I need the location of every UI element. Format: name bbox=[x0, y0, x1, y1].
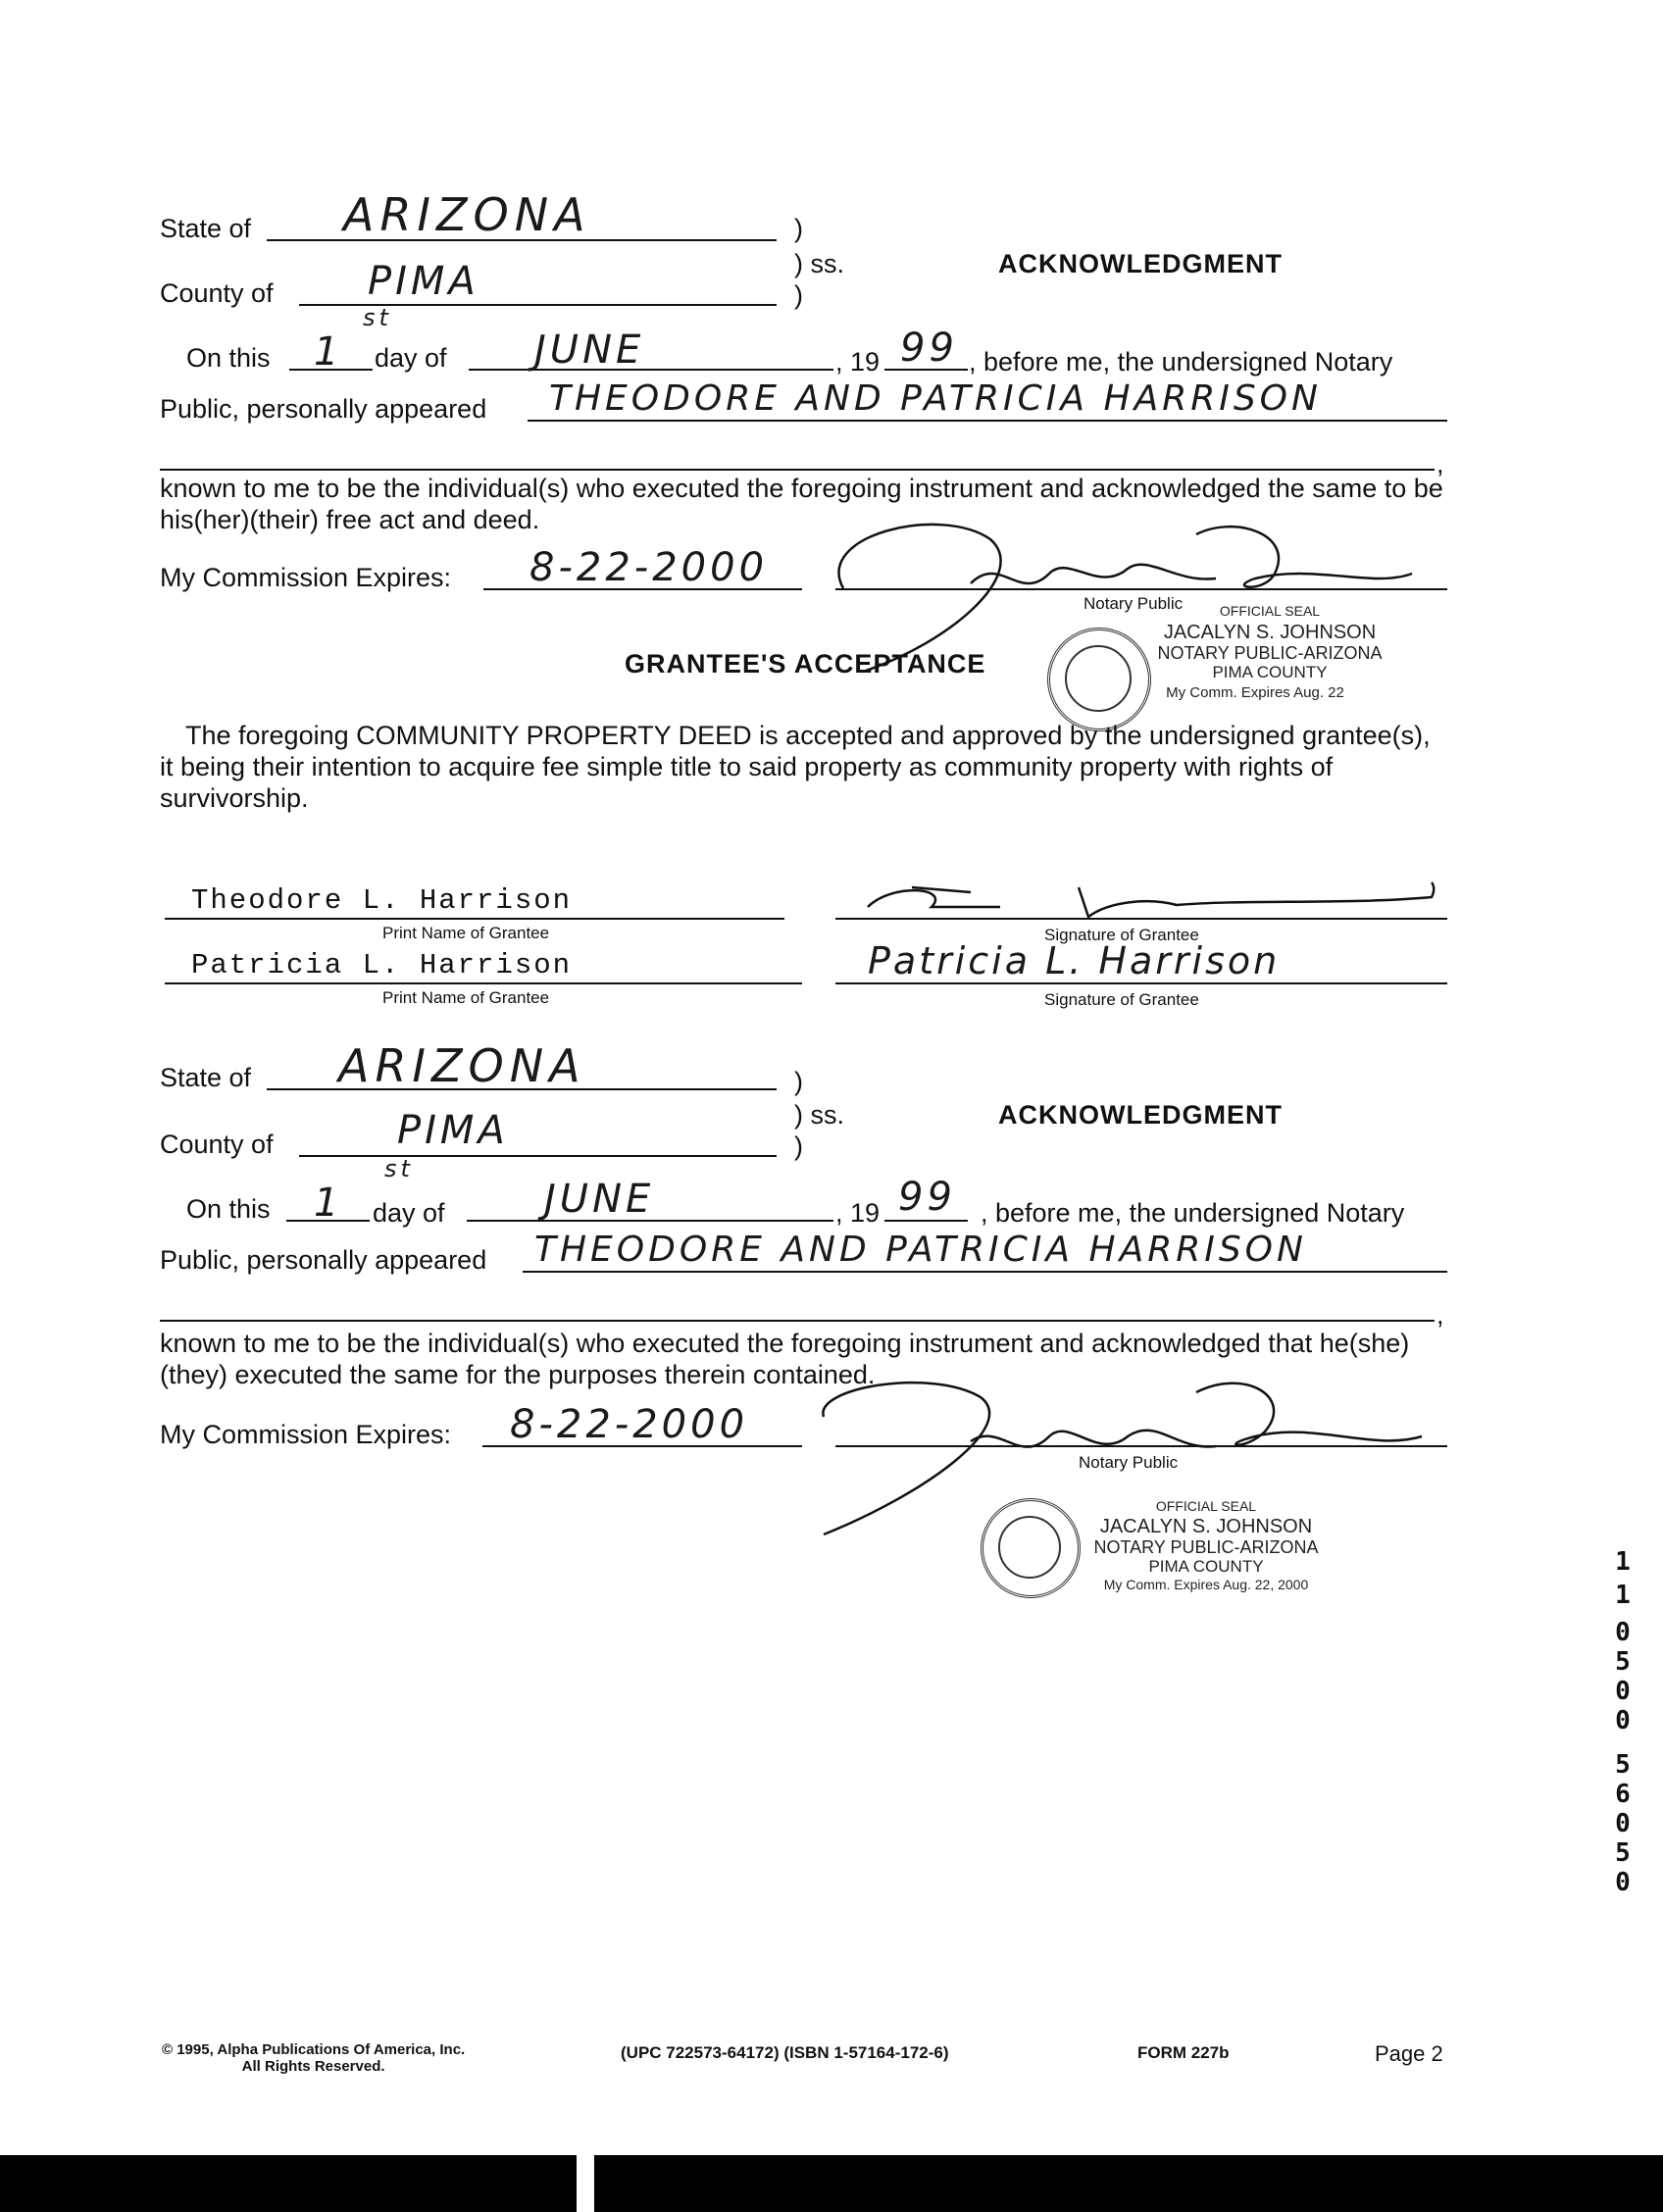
ack1-day-value[interactable]: 1 bbox=[314, 329, 343, 375]
ack1-appeared-line bbox=[528, 420, 1447, 422]
ack2-stamp-expires: My Comm. Expires Aug. 22, 2000 bbox=[1103, 1577, 1309, 1592]
scan-bottom-border bbox=[0, 2155, 1663, 2212]
footer-codes: (UPC 722573-64172) (ISBN 1-57164-172-6) bbox=[621, 2043, 949, 2062]
ack2-commission-value[interactable]: 8-22-2000 bbox=[510, 1402, 749, 1447]
ack2-day-of: day of bbox=[373, 1198, 445, 1228]
ack1-county-value[interactable]: PIMA bbox=[368, 259, 479, 304]
acceptance-text: The foregoing COMMUNITY PROPERTY DEED is accepted and approved by the undersigned grantee(s), it being their intention to acquire fee simple title to said property as community property with rights of survivorship. bbox=[160, 721, 1431, 813]
ack1-notary-public-label: Notary Public bbox=[1083, 594, 1184, 613]
ack2-ss: ) ss. bbox=[794, 1100, 844, 1130]
ack1-year-prefix: , 19 bbox=[835, 347, 881, 377]
side-digit: 5 bbox=[1615, 1750, 1631, 1780]
ack2-stamp-title: NOTARY PUBLIC-ARIZONA bbox=[1093, 1537, 1319, 1557]
ack2-before-me: , before me, the undersigned Notary bbox=[981, 1198, 1405, 1228]
side-digit: 0 bbox=[1615, 1706, 1631, 1735]
footer-page: Page 2 bbox=[1375, 2041, 1443, 2066]
grantee-1-print-label: Print Name of Grantee bbox=[382, 924, 550, 942]
ack2-county-line bbox=[299, 1155, 777, 1157]
ack2-on-this: On this bbox=[186, 1194, 271, 1224]
ack2-state-label: State of bbox=[160, 1063, 252, 1092]
ack1-county-label: County of bbox=[160, 278, 274, 308]
ack2-day-value[interactable]: 1 bbox=[314, 1181, 343, 1226]
grantee-2-print-label: Print Name of Grantee bbox=[382, 988, 550, 1007]
ack1-year-value[interactable]: 99 bbox=[900, 326, 958, 371]
ack1-heading: ACKNOWLEDGMENT bbox=[998, 249, 1283, 278]
grantee-2-sig-label: Signature of Grantee bbox=[1044, 990, 1199, 1009]
side-digit: 6 bbox=[1615, 1780, 1631, 1809]
ack1-commission-label: My Commission Expires: bbox=[160, 563, 452, 592]
grantee-2-name[interactable]: Patricia L. Harrison bbox=[191, 949, 573, 981]
ack1-stamp-official-seal: OFFICIAL SEAL bbox=[1219, 603, 1321, 619]
grantee-1-sig-line bbox=[835, 918, 1447, 920]
scan-border-gap bbox=[577, 2155, 594, 2212]
ack2-county-label: County of bbox=[160, 1130, 274, 1159]
ack1-before-me: , before me, the undersigned Notary bbox=[969, 347, 1393, 377]
acceptance-heading: GRANTEE'S ACCEPTANCE bbox=[625, 649, 986, 679]
ack1-appeared-value[interactable]: THEODORE AND PATRICIA HARRISON bbox=[549, 378, 1322, 419]
ack1-month-line bbox=[469, 369, 833, 371]
footer-copyright bbox=[162, 2041, 465, 2075]
ack2-year-prefix: , 19 bbox=[835, 1198, 881, 1228]
ack1-blank-line bbox=[160, 469, 1435, 471]
ack2-stamp-official-seal: OFFICIAL SEAL bbox=[1155, 1498, 1257, 1514]
ack1-stamp-name: JACALYN S. JOHNSON bbox=[1163, 622, 1377, 643]
ack1-state-value[interactable]: ARIZONA bbox=[343, 188, 591, 241]
ack1-ss: ) ss. bbox=[794, 249, 844, 278]
ack1-day-suffix: st bbox=[363, 304, 392, 331]
ack2-state-value[interactable]: ARIZONA bbox=[338, 1039, 586, 1092]
ack1-stamp-expires: My Comm. Expires Aug. 22 bbox=[1166, 684, 1344, 701]
ack2-stamp-county: PIMA COUNTY bbox=[1148, 1557, 1264, 1576]
side-digit: 5 bbox=[1615, 1838, 1631, 1868]
ack1-day-of: day of bbox=[375, 343, 447, 373]
ack1-stamp-title: NOTARY PUBLIC-ARIZONA bbox=[1157, 643, 1383, 663]
ack1-seal-emblem bbox=[1065, 645, 1132, 712]
side-digit: 0 bbox=[1615, 1677, 1631, 1706]
ack2-blank-line bbox=[160, 1320, 1435, 1322]
grantee-2-signature[interactable]: Patricia L. Harrison bbox=[868, 939, 1281, 982]
ack2-comma: , bbox=[1436, 1300, 1444, 1330]
grantee-2-name-line bbox=[165, 982, 802, 984]
ack1-on-this: On this bbox=[186, 343, 271, 373]
ack2-public-appeared: Public, personally appeared bbox=[160, 1245, 487, 1275]
ack2-appeared-line bbox=[523, 1271, 1447, 1273]
ack1-state-label: State of bbox=[160, 214, 252, 243]
ack1-paren-1: ) bbox=[794, 214, 803, 243]
ack2-commission-label: My Commission Expires: bbox=[160, 1420, 452, 1449]
ack1-known-text: known to me to be the individual(s) who executed the foregoing instrument and acknowledged the same to be his(her)(their) free act and deed. bbox=[160, 474, 1443, 534]
footer-copyright-line-2: All Rights Reserved. bbox=[241, 2058, 385, 2075]
ack1-month-value[interactable]: JUNE bbox=[534, 327, 645, 373]
ack2-heading: ACKNOWLEDGMENT bbox=[998, 1100, 1283, 1130]
ack1-paren-2: ) bbox=[794, 280, 803, 310]
footer-form: FORM 227b bbox=[1137, 2043, 1230, 2062]
ack2-paren-1: ) bbox=[794, 1067, 803, 1096]
ack2-year-line bbox=[884, 1220, 968, 1222]
ack1-stamp-county: PIMA COUNTY bbox=[1212, 663, 1328, 681]
side-digit: 1 bbox=[1615, 1547, 1631, 1577]
grantee-1-name[interactable]: Theodore L. Harrison bbox=[191, 884, 573, 917]
side-digit: 0 bbox=[1615, 1618, 1631, 1647]
ack2-notary-public-label: Notary Public bbox=[1079, 1453, 1179, 1472]
ack2-month-value[interactable]: JUNE bbox=[544, 1177, 655, 1222]
ack2-paren-2: ) bbox=[794, 1131, 803, 1161]
ack2-day-suffix: st bbox=[384, 1155, 414, 1182]
grantee-1-sig-label: Signature of Grantee bbox=[1044, 926, 1199, 944]
side-digit: 5 bbox=[1615, 1647, 1631, 1677]
ack1-commission-value[interactable]: 8-22-2000 bbox=[529, 545, 769, 590]
side-digit: 0 bbox=[1615, 1868, 1631, 1897]
grantee-2-sig-line bbox=[835, 982, 1447, 984]
ack2-seal-emblem bbox=[998, 1516, 1061, 1579]
side-digit: 0 bbox=[1615, 1809, 1631, 1838]
grantee-1-name-line bbox=[165, 918, 784, 920]
side-digit: 1 bbox=[1615, 1581, 1631, 1610]
ack2-year-value[interactable]: 99 bbox=[898, 1175, 956, 1220]
ack1-comma: , bbox=[1436, 449, 1444, 478]
ack2-appeared-value[interactable]: THEODORE AND PATRICIA HARRISON bbox=[534, 1230, 1307, 1270]
footer-copyright-line-1: © 1995, Alpha Publications Of America, Inc. bbox=[162, 2041, 466, 2058]
ack1-public-appeared: Public, personally appeared bbox=[160, 394, 487, 424]
ack2-known-text: known to me to be the individual(s) who executed the foregoing instrument and acknowledged that he(she)(they) executed the same for the purposes therein contained. bbox=[160, 1329, 1410, 1389]
ack2-county-value[interactable]: PIMA bbox=[397, 1108, 509, 1153]
ack2-stamp-name: JACALYN S. JOHNSON bbox=[1099, 1516, 1313, 1537]
